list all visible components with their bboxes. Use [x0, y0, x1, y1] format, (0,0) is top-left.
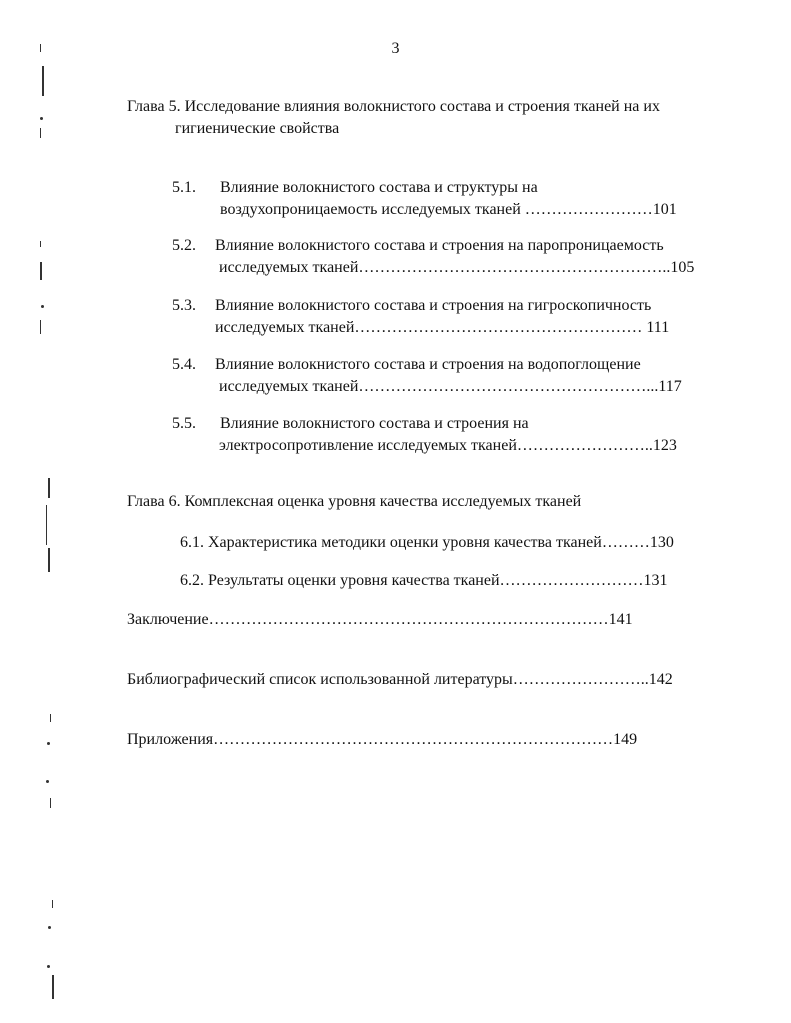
- scan-mark: [48, 478, 50, 498]
- scan-mark: [47, 742, 50, 745]
- toc-entry-title: Влияние волокнистого состава и строения на: [220, 415, 529, 432]
- toc-entry-bibliography: Библиографический список использованной литературы……………………..142: [127, 671, 673, 688]
- toc-entry-title-cont: электросопротивление исследуемых тканей……………………..123: [219, 437, 677, 454]
- scan-mark: [40, 320, 41, 334]
- scan-mark: [42, 66, 44, 96]
- toc-entry-title-cont: исследуемых тканей……………………………………………… 111: [215, 319, 670, 336]
- toc-entry-5-3: [172, 295, 732, 339]
- toc-entry-title-cont: исследуемых тканей…………………………………………………..105: [219, 259, 695, 276]
- chapter-6-heading: Глава 6. Комплексная оценка уровня качества исследуемых тканей: [127, 493, 582, 510]
- scan-mark: [50, 798, 51, 808]
- toc-entry-conclusion: Заключение…………………………………………………………………141: [127, 611, 633, 628]
- toc-entry-number: 5.4.: [172, 356, 196, 373]
- toc-entry-title: Влияние волокнистого состава и строения на паропроницаемость: [215, 237, 664, 254]
- scan-mark: [50, 714, 51, 722]
- scan-mark: [41, 305, 44, 308]
- scan-mark: [40, 241, 41, 247]
- toc-entry-number: 5.5.: [172, 415, 196, 432]
- chapter-5-heading: [127, 96, 660, 140]
- toc-entry-6-1: 6.1. Характеристика методики оценки уровня качества тканей………130: [180, 534, 674, 551]
- toc-entry-number: 5.1.: [172, 179, 196, 196]
- toc-entry-number: 5.2.: [172, 237, 196, 254]
- toc-entry-5-5: [172, 413, 732, 457]
- toc-entry-6-2: 6.2. Результаты оценки уровня качества тканей………………………131: [180, 572, 668, 589]
- scan-mark: [40, 117, 43, 120]
- scan-mark: [40, 128, 41, 138]
- toc-entry-5-2: [172, 235, 732, 279]
- toc-entry-title: Влияние волокнистого состава и структуры на: [220, 179, 538, 196]
- toc-entry-5-4: [172, 354, 732, 398]
- toc-entry-number: 5.3.: [172, 297, 196, 314]
- toc-entry-title: Влияние волокнистого состава и строения на гигроскопичность: [215, 297, 652, 314]
- chapter-5-title-line1: Глава 5. Исследование влияния волокнистого состава и строения тканей на их: [127, 98, 660, 115]
- toc-entry-5-1: [172, 177, 732, 221]
- scan-mark: [40, 262, 42, 280]
- scan-mark: [48, 548, 50, 572]
- toc-entry-appendices: Приложения…………………………………………………………………149: [127, 731, 638, 748]
- scan-mark: [52, 900, 53, 908]
- toc-entry-title-cont: исследуемых тканей………………………………………………...117: [219, 378, 682, 395]
- scan-mark: [46, 780, 49, 783]
- scan-mark: [46, 505, 47, 545]
- toc-entry-title-cont: воздухопроницаемость исследуемых тканей ……………………101: [220, 201, 677, 218]
- scan-mark: [47, 965, 50, 968]
- toc-entry-title: Влияние волокнистого состава и строения на водопоглощение: [215, 356, 641, 373]
- scan-mark: [52, 975, 54, 999]
- scan-mark: [40, 44, 41, 52]
- page-number: 3: [391, 40, 400, 57]
- scan-mark: [48, 926, 51, 929]
- chapter-5-title-line2: гигиенические свойства: [175, 120, 340, 137]
